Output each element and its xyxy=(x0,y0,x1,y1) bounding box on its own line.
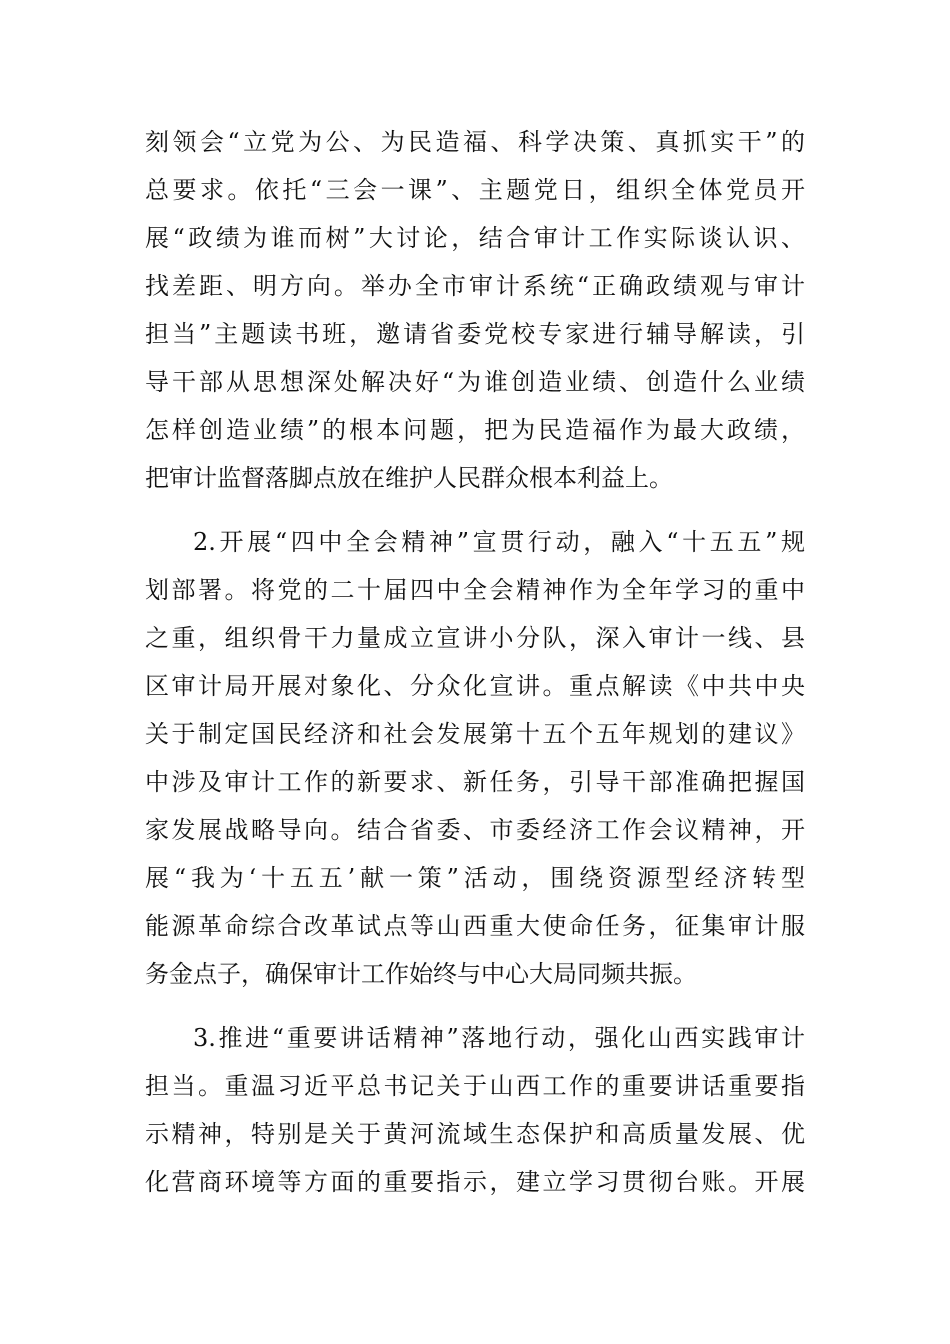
text-line: 展“我为‘十五五’献一策”活动，围绕资源型经济转型 xyxy=(145,864,805,892)
text-line: 之重，组织骨干力量成立宣讲小分队，深入审计一线、县 xyxy=(145,624,805,652)
text-line: 展“政绩为谁而树”大讨论，结合审计工作实际谈认识、 xyxy=(145,224,805,252)
text-line: 能源革命综合改革试点等山西重大使命任务，征集审计服 xyxy=(145,912,805,940)
text-line: 总要求。依托“三会一课”、主题党日，组织全体党员开 xyxy=(145,176,805,204)
text-line: 2.开展“四中全会精神”宣贯行动，融入“十五五”规 xyxy=(193,528,805,556)
text-line: 关于制定国民经济和社会发展第十五个五年规划的建议》 xyxy=(145,720,805,748)
text-line: 怎样创造业绩”的根本问题，把为民造福作为最大政绩， xyxy=(145,416,805,444)
paragraph-2 xyxy=(145,518,805,998)
text-line: 担当”主题读书班，邀请省委党校专家进行辅导解读，引 xyxy=(145,320,805,348)
paragraph-3 xyxy=(145,1014,805,1206)
text-line: 务金点子，确保审计工作始终与中心大局同频共振。 xyxy=(145,960,697,988)
text-line: 划部署。将党的二十届四中全会精神作为全年学习的重中 xyxy=(145,576,805,604)
text-line: 中涉及审计工作的新要求、新任务，引导干部准确把握国 xyxy=(145,768,805,796)
text-line: 导干部从思想深处解决好“为谁创造业绩、创造什么业绩 xyxy=(145,368,805,396)
text-line: 刻领会“立党为公、为民造福、科学决策、真抓实干”的 xyxy=(145,128,805,156)
text-line: 家发展战略导向。结合省委、市委经济工作会议精神，开 xyxy=(145,816,805,844)
text-line: 担当。重温习近平总书记关于山西工作的重要讲话重要指 xyxy=(145,1072,805,1100)
text-line: 把审计监督落脚点放在维护人民群众根本利益上。 xyxy=(145,464,673,492)
text-line: 3.推进“重要讲话精神”落地行动，强化山西实践审计 xyxy=(193,1024,805,1052)
text-line: 找差距、明方向。举办全市审计系统“正确政绩观与审计 xyxy=(145,272,805,300)
text-line: 化营商环境等方面的重要指示，建立学习贯彻台账。开展 xyxy=(145,1168,805,1196)
text-line: 区审计局开展对象化、分众化宣讲。重点解读《中共中央 xyxy=(145,672,805,700)
paragraph-1 xyxy=(145,118,805,502)
text-line: 示精神，特别是关于黄河流域生态保护和高质量发展、优 xyxy=(145,1120,805,1148)
